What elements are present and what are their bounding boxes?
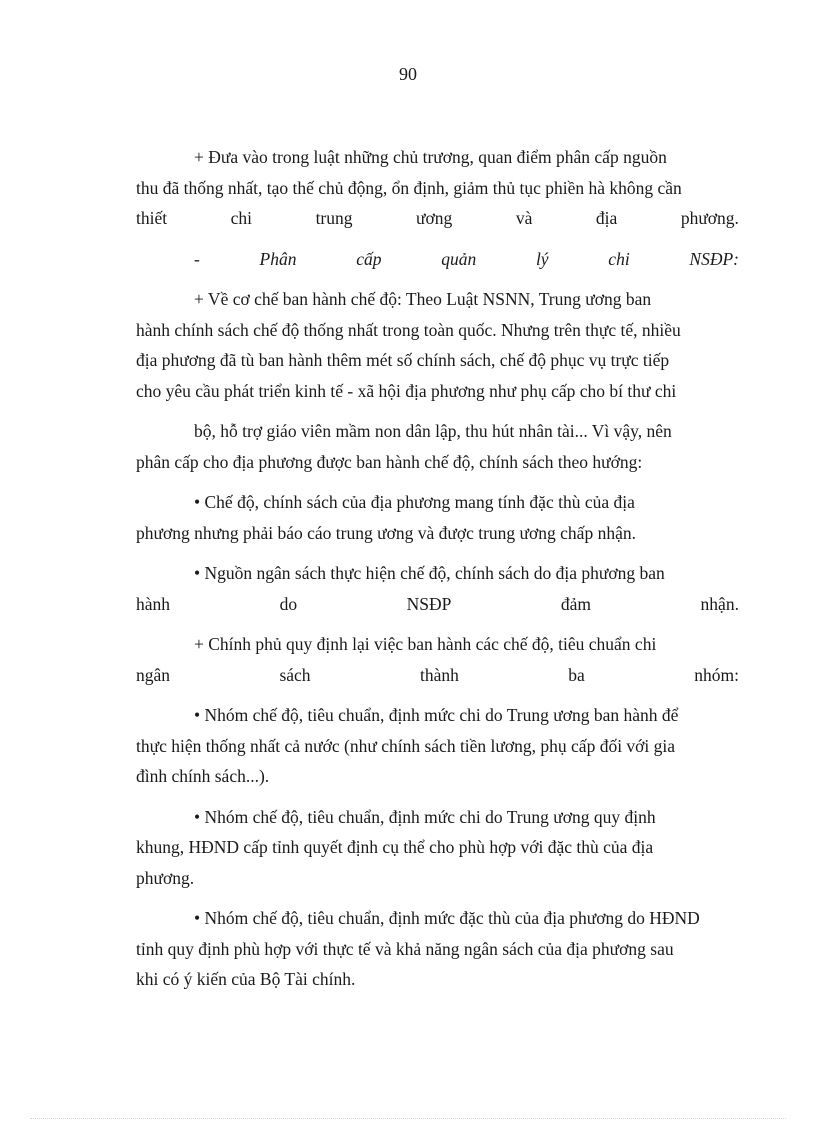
word: chi — [230, 208, 253, 228]
word: thiết — [136, 208, 168, 228]
text-line: bộ, hỗ trợ giáo viên mầm non dân lập, thu hút nhân tài... Vì vậy, nên — [194, 421, 672, 441]
paragraph-revenue-decentralization — [136, 142, 739, 234]
text-line: • Nhóm chế độ, tiêu chuẩn, định mức đặc thù của địa phương do HĐND — [194, 908, 700, 928]
text-line: • Nguồn ngân sách thực hiện chế độ, chính sách do địa phương ban — [194, 563, 665, 583]
word: địa — [595, 208, 618, 228]
text-line: • Nhóm chế độ, tiêu chuẩn, định mức chi do Trung ương quy định — [194, 806, 656, 827]
bullet-item — [136, 487, 739, 548]
justified-line — [136, 203, 739, 234]
word: do — [279, 593, 298, 614]
heading-dash: - — [194, 248, 200, 269]
page-number: 90 — [399, 64, 417, 84]
heading-word: NSĐP: — [689, 248, 739, 269]
heading-word: Phân — [259, 248, 297, 269]
text-line: thu đã thống nhất, tạo thế chủ động, ổn định, giảm thủ tục phiền hà không cần — [136, 177, 682, 198]
word: phương. — [680, 208, 739, 228]
heading-word: quản — [441, 248, 477, 269]
text-line: tỉnh quy định phù hợp với thực tế và khả năng ngân sách của địa phương sau — [136, 938, 674, 959]
heading-word: lý — [535, 248, 549, 269]
word: và — [515, 208, 533, 228]
bullet-item — [136, 700, 739, 792]
word: trung — [315, 208, 353, 228]
text-line: • Chế độ, chính sách của địa phương mang tính đặc thù của địa — [194, 492, 635, 512]
text-line: cho yêu cầu phát triển kinh tế - xã hội địa phương như phụ cấp cho bí thư chi — [136, 380, 677, 401]
text-line: • Nhóm chế độ, tiêu chuẩn, định mức chi do Trung ương ban hành để — [194, 705, 679, 725]
document-body — [136, 142, 739, 995]
heading-word: cấp — [356, 248, 382, 269]
word: đảm — [560, 593, 592, 614]
footer-divider — [30, 1118, 786, 1119]
text-line: hành chính sách chế độ thống nhất trong toàn quốc. Nhưng trên thực tế, nhiều — [136, 319, 681, 340]
text-line: địa phương đã tù ban hành thêm mét số chính sách, chế độ phục vụ trực tiếp — [136, 350, 670, 370]
text-line: + Chính phủ quy định lại việc ban hành các chế độ, tiêu chuẩn chi — [194, 634, 657, 654]
justified-line — [136, 589, 739, 620]
word: hành — [136, 593, 171, 614]
word: thành — [419, 664, 459, 685]
bullet-item — [136, 802, 739, 894]
text-line: khi có ý kiến của Bộ Tài chính. — [136, 969, 356, 989]
text-line: + Về cơ chế ban hành chế độ: Theo Luật NSNN, Trung ương ban — [194, 289, 652, 309]
heading-word: chi — [608, 248, 630, 269]
word: NSĐP — [406, 593, 452, 614]
word: ba — [568, 664, 585, 685]
bullet-item — [136, 558, 739, 619]
paragraph-government-regulation — [136, 629, 739, 690]
text-line: phương nhưng phải báo cáo trung ương và được trung ương chấp nhận. — [136, 522, 636, 543]
word: nhóm: — [694, 664, 739, 685]
word: nhận. — [700, 593, 739, 614]
word: ương — [416, 208, 453, 228]
text-line: khung, HĐND cấp tỉnh quyết định cụ thể cho phù hợp với đặc thù của địa — [136, 837, 654, 857]
text-line: thực hiện thống nhất cả nước (như chính sách tiền lương, phụ cấp đối với gia — [136, 735, 676, 756]
text-line: đình chính sách...). — [136, 766, 270, 786]
bullet-item — [136, 903, 739, 995]
word: ngân — [136, 664, 171, 685]
word: sách — [279, 664, 311, 685]
text-line: phương. — [136, 867, 195, 888]
paragraph-policy-mechanism — [136, 284, 739, 406]
justified-line — [136, 660, 739, 691]
text-line: phân cấp cho địa phương được ban hành chế độ, chính sách theo hướng: — [136, 451, 643, 472]
text-line: + Đưa vào trong luật những chủ trương, quan điểm phân cấp nguồn — [194, 147, 667, 167]
section-heading — [136, 244, 739, 275]
paragraph-continuation — [136, 416, 739, 477]
